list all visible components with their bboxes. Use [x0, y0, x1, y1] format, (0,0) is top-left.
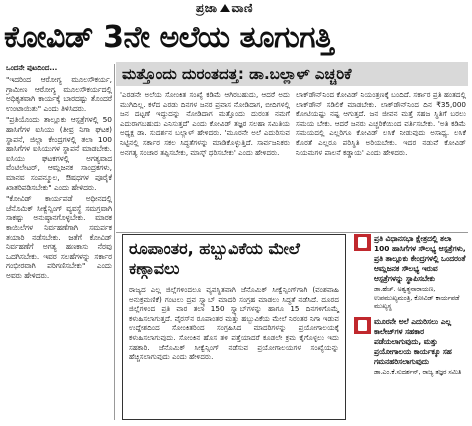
top-story: [116, 62, 468, 232]
top-story-title: ಮತ್ತೊಂದು ದುರಂತದತ್ತ: ಡಾ.ಬಲ್ಲಾಳ್ ಎಚ್ಚರಿಕೆ: [116, 62, 468, 86]
quote-brief: [352, 234, 468, 311]
logo-text-left: ಪ್ರಜಾ: [196, 1, 218, 15]
column-divider: [114, 64, 115, 420]
continued-kicker: ಒಂದನೇ ಪುಟದಿಂದ...: [6, 64, 58, 72]
top-story-col-1: 'ಎರಡನೇ ಅಲೆಯ ಸೋಂಕಿತ ಸಂಖ್ಯೆ ಕಡಿಮೆ ಆಗಿರಬಹುದು, ಆದರೆ ಅದು ಮುಗಿದಿಲ್ಲ. ಕಳೆದ ಎರಡು ದಿನಗಳ ಜನರ ಪ್ರವಾಸ ನೋಡಿದಾಗ, ಬೀದಿಗಳಲ್ಲಿ ಜನ ದಟ್ಟಣೆ ಇದ್ದುದನ್ನು ನೋಡಿದಾಗ ಮತ್ತೊಂದು ದುರಂತ ನಮಗೆ ಎದುರಾಗಬಹುದು ಎನಿಸುತ್ತದೆ' ಎಂದು ಕೋವಿಡ್ ತಜ್ಞರ ಸಲಹಾ ಸಮಿತಿಯ ಅಧ್ಯಕ್ಷ ಡಾ. ಸುದರ್ಶನ ಬಲ್ಲಾಳ್ ಹೇಳಿದರು. 'ಮೂರನೇ ಅಲೆ ಎದುರಿಸುವ ನಿಟ್ಟಿನಲ್ಲಿ ಸರ್ಕಾರ ಸಕಲ ಸಿದ್ಧತೆಗಳನ್ನು ಮಾಡಿಕೊಳ್ಳುತ್ತಿದೆ. ಸಾರ್ವಜನಿಕರು ಅನಗತ್ಯ ಸಂಚಾರ ತಪ್ಪಿಸಬೇಕು, ಮಾಸ್ಕ್ ಧರಿಸಬೇಕು' ಎಂದು ಹೇಳಿದರು.: [120, 90, 290, 157]
boxed-story-title: ರೂಪಾಂತರ, ಹಬ್ಬುವಿಕೆಯ ಮೇಲೆ ಕಣ್ಗಾವಲು: [129, 239, 300, 278]
left-column-story: [6, 64, 112, 420]
top-story-col-2: ಲಾಕ್‌ಡೌನ್‌ನಿಂದ ಕೋವಿಡ್ ನಿಯಂತ್ರಣಕ್ಕೆ ಬಂದಿದೆ. ಸರ್ಕಾರ ಪ್ರತಿ ಹಂತದಲ್ಲಿ ಲಾಕ್‌ಡೌನ್ ಸಡಿಲಿಕೆ ಮಾಡಬೇಕು. ಲಾಕ್‌ಡೌನ್‌ನಿಂದ ದಿನ ₹35,000 ಕೋಟಿಯಷ್ಟು ನಷ್ಟ ಆಗುತ್ತದೆ. ಜನ ಜೀವನ ಮತ್ತೆ ಸಹಜ ಸ್ಥಿತಿಗೆ ಬರಲು ಸಮಯ ಬೇಕು. ಆದರೆ ಜನರು ಎಚ್ಚರಿಕೆಯಿಂದ ವರ್ತಿಸಬೇಕು. 'ಅತಿ ಕಡಿಮೆ ಸಮಯದಲ್ಲಿ ಎಲ್ಲರಿಗೂ ಕೋವಿಡ್ ಲಸಿಕೆ ನೀಡುವುದು ಅಸಾಧ್ಯ. ಲಸಿಕೆ ಕೊರತೆ ಎಲ್ಲರೂ ಪರಿಸ್ಥಿತಿ ಅರಿಯಬೇಕು. ಇದರ ನಡುವೆ ಕೋವಿಡ್ ನಿಯಮಗಳ ಪಾಲನೆ ಕಡ್ಡಾಯ' ಎಂದು ಹೇಳಿದರು.: [296, 90, 466, 157]
section-divider: [116, 232, 468, 233]
quote-brief-source: ಡಾ.ಹೆಚ್. ಅಶ್ವತ್ಥನಾರಾಯಣ, ಉಪಮುಖ್ಯಮಂತ್ರಿ, ಕೋವಿಡ್ ಕಾರ್ಯಪಡೆ ಮುಖ್ಯಸ್ಥ: [374, 285, 460, 311]
newspaper-logo-icon: [219, 2, 231, 12]
boxed-story-body: ರಾಜ್ಯದ ಎಲ್ಲ ಜಿಲ್ಲೆಗಳಿಂದಲೂ ವ್ಯವಸ್ಥಿತವಾಗಿ ಜೆನೊಮಿಕ್ ಸೀಕ್ವೆನ್ಸಿಂಗ್‌ಗಾಗಿ (ವಂಶವಾಹಿ ಅನುಕ್ರಮಣಿಕೆ) ಗಂಟಲು ದ್ರವ ಸ್ವ್ಯಾಬ್ ಮಾದರಿ ಸಂಗ್ರಹ ಮಾಡಲು ಸಿದ್ಧತೆ ನಡೆಸಿದೆ. ದೂರದ ಜಿಲ್ಲೆಗಳಿಂದ ಪ್ರತಿ ವಾರ ತಲಾ 150 ಸ್ವ್ಯಾಬ್‌ಗಳನ್ನು ಹಾಗೂ 15 ದಿನಗಳಿಗೊಮ್ಮೆ ಕಳುಹಿಸಲಾಗುತ್ತದೆ. ವೈರಸ್‌ನ ರೂಪಾಂತರ ಮತ್ತು ಹಬ್ಬುವಿಕೆಯ ಮೇಲೆ ನಿರಂತರ ನಿಗಾ ಇಡುವ ಉದ್ದೇಶದಿಂದ ಸೋಂಕಿತರಿಂದ ಸಂಗ್ರಹಿಸಿದ ಮಾದರಿಗಳನ್ನು ಪ್ರಯೋಗಾಲಯಕ್ಕೆ ಕಳುಹಿಸಲಾಗುವುದು. ಸೋಂಕಿನ ಹೊಸ ತಳಿ ಪತ್ತೆಯಾದರೆ ಕೂಡಲೇ ಕ್ರಮ ಕೈಗೊಳ್ಳಲು ಇದು ಸಹಕಾರಿ. ಜೆನೊಮಿಕ್ ಸೀಕ್ವೆನ್ಸಿಂಗ್ ನಡೆಸುವ ಪ್ರಯೋಗಾಲಯಗಳ ಸಂಖ್ಯೆಯನ್ನು ಹೆಚ್ಚಿಸಲಾಗುವುದು ಎಂದು ಹೇಳಿದರು.: [129, 285, 339, 362]
quote-brief: [352, 317, 468, 377]
top-story-columns: [116, 86, 468, 232]
left-paragraph: "ಪ್ರತಿಯೊಂದು ತಾಲ್ಲೂಕು ಆಸ್ಪತ್ರೆಗಳಲ್ಲಿ 50 ಹಾಸಿಗೆಗಳ ಐಸಿಯು (ತೀವ್ರ ನಿಗಾ ಘಟಕ) ಸ್ಥಾಪನೆ, ಜಿಲ್ಲಾ ಕೇಂದ್ರಗಳಲ್ಲಿ ತಲಾ 100 ಹಾಸಿಗೆಗಳ ಐಸಿಯುಗಳ ಸ್ಥಾಪನೆ ಮಾಡಬೇಕು. ಐಸಿಯು ಘಟಕಗಳಲ್ಲಿ ಅಗತ್ಯವಾದ ವೆಂಟಿಲೇಟರ್, ಆಮ್ಲಜನಕ ಸಾಂದ್ರಕಗಳು, ಮಾನವ ಸಂಪನ್ಮೂಲ, ಔಷಧಗಳ ಪೂರೈಕೆ ಖಾತರಿಪಡಿಸಬೇಕು" ಎಂದು ಹೇಳಿದರು.: [6, 115, 112, 192]
quote-brief-source: ಡಾ.ಎಂ.ಕೆ.ಸುದರ್ಶನ್, ರಾಜ್ಯ ತಜ್ಞರ ಸಮಿತಿ: [374, 367, 462, 376]
left-paragraph: "ಕೋವಿಡ್ ಕಾರ್ಯಪಡೆ ಅಧೀನದಲ್ಲಿ ಜೆನೊಮಿಕ್ ಸೀಕ್ವೆನ್ಸಿಂಗ್ ವ್ಯವಸ್ಥೆ ಸಮಗ್ರವಾಗಿ ಸಾಕಷ್ಟು ಅನುಷ್ಠಾನಗೊಳ್ಳಬೇಕು. ಮಾರಕ ಕಾಯಿಲೆಗಳ ನಿರ್ವಹಣೆಗಾಗಿ ಸಮರ್ಪಕ ತಯಾರಿ ನಡೆಸಬೇಕು. ಜತೆಗೆ ಕೋವಿಡ್ ನಿರ್ವಹಣೆಗೆ ಅಗತ್ಯ ಹಣಕಾಸು ನೆರವು ಒದಗಿಸಬೇಕು. ಇವರ ಸಲಹೆಗಳನ್ನು ಸರ್ಕಾರ ಗಂಭೀರವಾಗಿ ಪರಿಗಣಿಸಬೇಕು" ಎಂದು ಅವರು ಹೇಳಿದರು.: [6, 194, 112, 280]
main-headline: ಕೋವಿಡ್ 3ನೇ ಅಲೆಯ ತೂಗುಗತ್ತಿ: [4, 20, 333, 55]
quote-briefs: [352, 234, 468, 420]
quote-brief-text: ಮೂರನೇ ಅಲೆ ಎದುರಿಸಲು ಎಲ್ಲ ಕಾಲೇಜ್‌ಗಳ ಸಹಕಾರ ಪಡೆಯಲಾಗುವುದು, ಮತ್ತು ಪ್ರಯೋಗಾಲಯ ಕಾರ್ಯಕ್ಕೂ ಸಹ ಗಮನಹರಿಸಲಾಗುವುದು: [374, 316, 452, 366]
newspaper-logo: [196, 1, 253, 16]
quote-badge-icon: [354, 317, 371, 334]
quote-badge-icon: [354, 234, 371, 251]
logo-text-right: ವಾಣಿ: [231, 1, 253, 15]
boxed-story: [122, 234, 346, 420]
quote-brief-text: ಪ್ರತಿ ವಿಧಾನಸಭಾ ಕ್ಷೇತ್ರದಲ್ಲಿ ತಲಾ 100 ಹಾಸಿಗೆಗಳ ಸೌಲಭ್ಯ ಆಸ್ಪತ್ರೆಗಳು, ಪ್ರತಿ ತಾಲ್ಲೂಕು ಕೇಂದ್ರಗಳಲ್ಲಿ ಒಂದರಂತೆ ಆಮ್ಲಜನಕ ಸೌಲಭ್ಯ ಇರುವ ಆಸ್ಪತ್ರೆಗಳನ್ನು ಸ್ಥಾಪಿಸಬೇಕು: [374, 234, 466, 283]
masthead: [0, 0, 472, 18]
left-paragraph: "ಇದರಿಂದ ಆರೋಗ್ಯ ಮೂಲಸೌಕರ್ಯ, ಗ್ರಾಮೀಣ ಆರೋಗ್ಯ ಮೂಲಸೌಕರ್ಯದಲ್ಲಿ ಅಧಿಕೃತವಾಗಿ ಕಾರ್ಯಕ್ಕೆ ಬಾರದಷ್ಟು ತೊಂದರೆ ಉಂಟಾಯಿತು" ಎಂದು ತಿಳಿಸಿದರು.: [6, 75, 112, 113]
